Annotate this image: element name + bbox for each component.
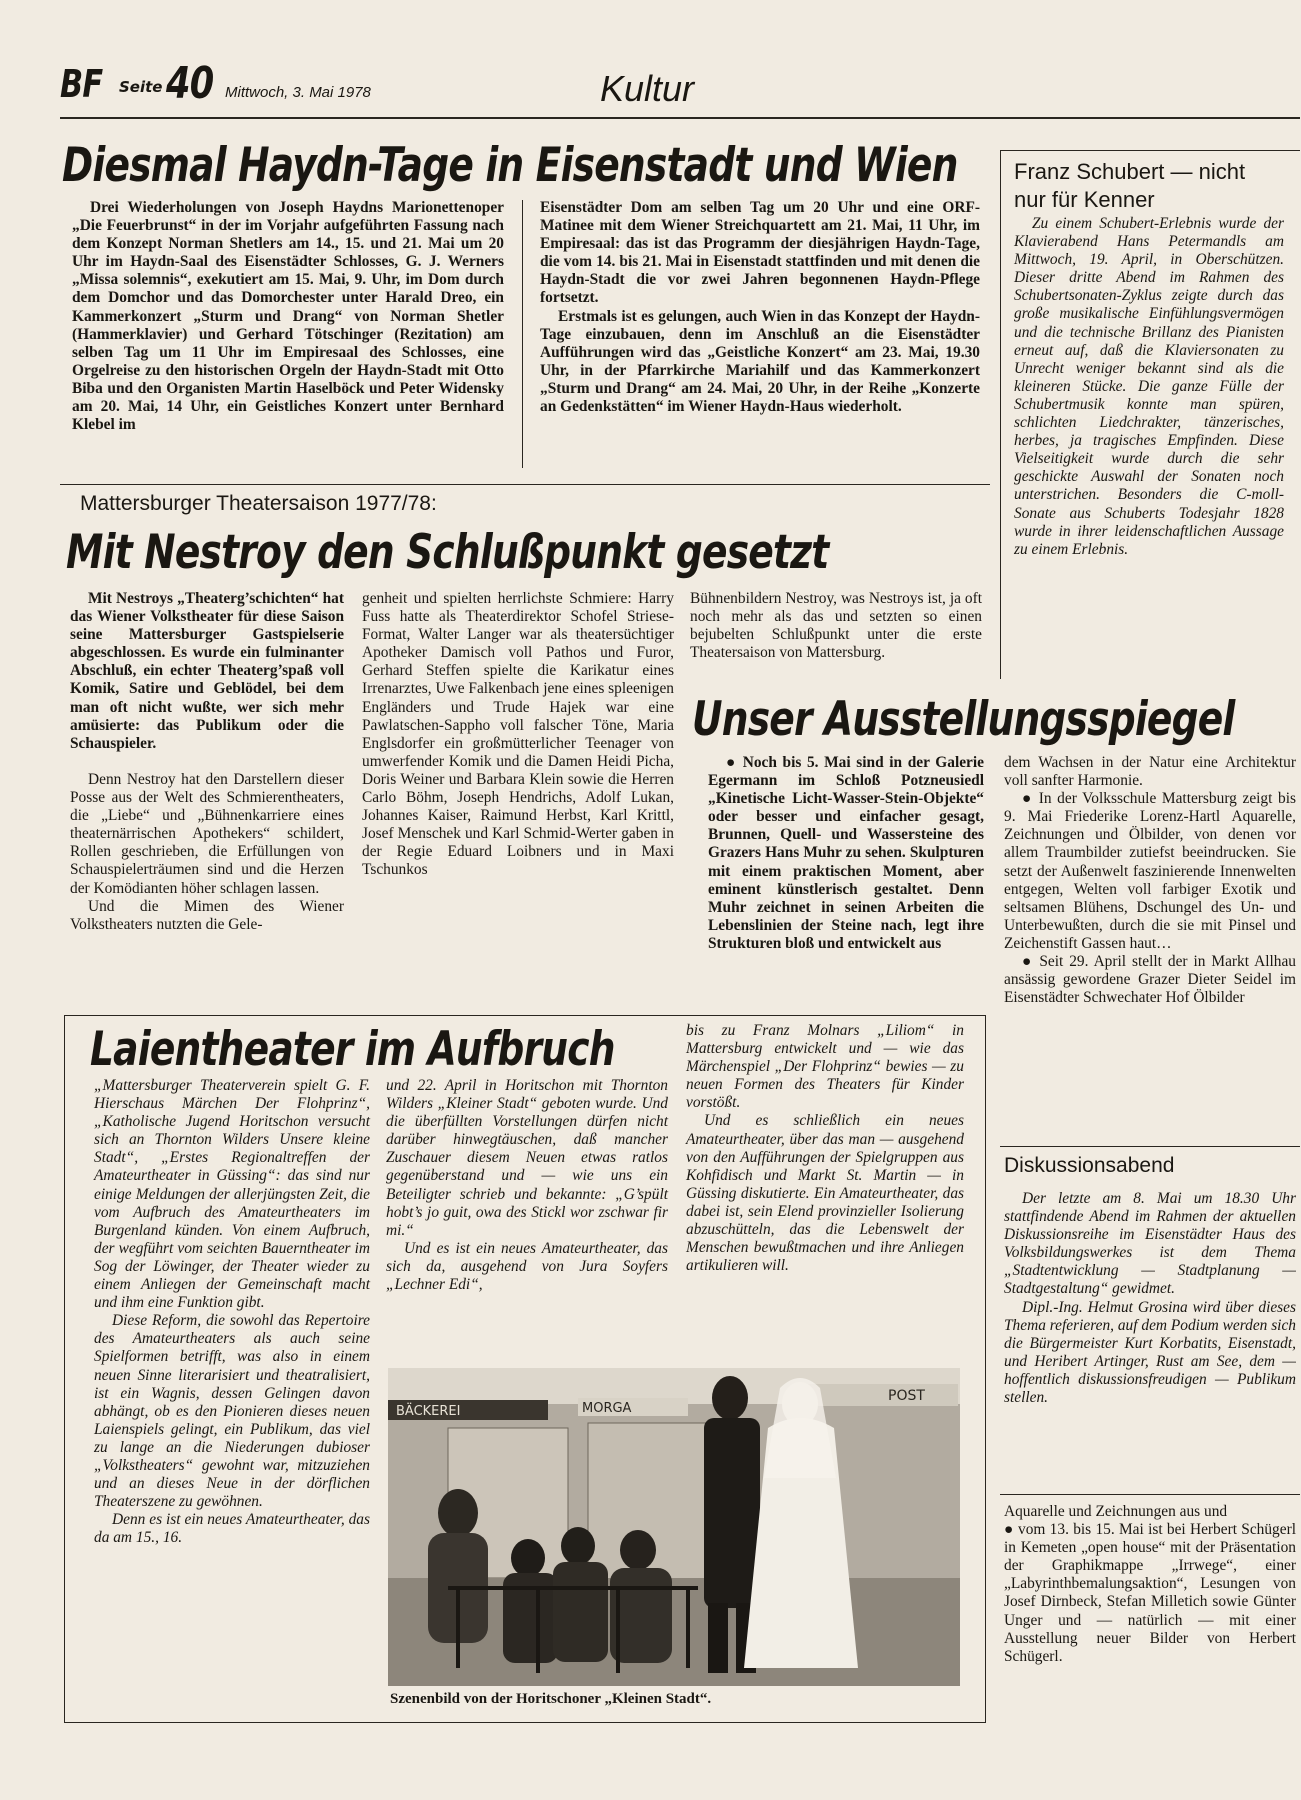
- haydn-headline: Diesmal Haydn-Tage in Eisenstadt und Wien: [62, 138, 958, 193]
- page-number: 40: [166, 58, 214, 109]
- haydn-col2-paragraph: Erstmals ist es gelungen, auch Wien in das Konzept der Haydn-Tage einzubauen, denn im Anschluß an die Eisenstädter Aufführungen wird das „Geistliche Konzert“ am 23. Mai, 19.30 Uhr, in der Pfarrkirche Mariahilf und das Kammerkonzert „Sturm und Drang“ am 24. Mai, 20 Uhr, in der Reihe „Konzerte an Gedenkstätten“ im Wiener Haydn-Haus wiederholt.: [540, 307, 980, 416]
- page-label: Seite: [119, 78, 163, 96]
- ausstellung-tail: [1004, 1503, 1296, 1666]
- nestroy-col1-paragraph: Mit Nestroys „Theaterg’schichten“ hat das Wiener Volkstheater für diese Saison seine Mattersburger Gastspielserie abgeschlossen. Es wurde ein fulminanter Abschluß, ein echter Theaterg’spaß voll Komik, Satire und Geblödel, bei dem man oft nicht wußte, wer sich mehr amüsierte: das Publikum oder die Schauspieler.: [70, 590, 344, 752]
- ausstellung-column-1: [708, 754, 984, 953]
- ausstellung-col2-paragraph: [1004, 790, 1296, 953]
- ausstellung-col1-paragraph: [708, 754, 984, 953]
- header-rule: [60, 117, 1300, 119]
- scene-photo: [388, 1368, 960, 1686]
- diskussion-text: [1004, 1190, 1296, 1407]
- laien-col1-paragraph: Denn es ist ein neues Amateurtheater, das da am 15., 16.: [94, 1511, 370, 1547]
- scene-photo-drawing: [388, 1368, 960, 1686]
- nestroy-column-1b: [70, 771, 344, 934]
- diskussion-paragraph: Dipl.-Ing. Helmut Grosina wird über dieses Thema referieren, auf dem Podium werden sich die Bürgermeister Kurt Korbatits, Eisenstadt, und Heribert Artinger, Rust am See, dem — hoffentlich diskussionsfreudigen — Publikum stellen.: [1004, 1298, 1296, 1407]
- section-title: Kultur: [600, 68, 695, 109]
- ausstellung-column-2: [1004, 754, 1296, 1007]
- laien-col1-paragraph: „Mattersburger Theaterverein spielt G. F. Hierschaus Märchen Der Flohprinz“, „Katholische Jugend Horitschon versucht sich an Thornton Wilders Unsere kleine Stadt“, „Erstes Regionaltreffen der Amateurtheater in Güssing“: das sind nur einige Meldungen der allerjüngsten Zeit, die vom Aufbruch des Amateurtheaters im Burgenland künden. Von einem Aufbruch, der wegführt vom seichten Bauerntheater im Sog der Löwinger, der Theater wieder zu einem Anliegen der Gemeinschaft macht und ihm eine Funktion gibt.: [94, 1077, 370, 1312]
- nestroy-headline: Mit Nestroy den Schlußpunkt gesetzt: [66, 525, 829, 580]
- nestroy-column-1: [70, 590, 344, 753]
- haydn-column-2: [540, 199, 980, 416]
- laien-column-1: [94, 1077, 370, 1547]
- nestroy-column-2: [362, 590, 674, 880]
- nestroy-kicker: Mattersburger Theatersaison 1977/78:: [80, 492, 437, 515]
- ausstellung-col2-text: Seit 29. April stellt der in Markt Allhau ansässig gewordene Grazer Dieter Seidel im Eisenstädter Schwechater Hof Ölbilder: [1004, 953, 1296, 1007]
- diskussion-top-rule: [1000, 1146, 1300, 1147]
- nestroy-col1-paragraph: Denn Nestroy hat den Darstellern dieser Posse aus der Welt des Schmierentheaters, die „Liebe“ und „Bühnenkarriere eines theaternärrischen Apothekers“ schildert, Rollen geschrieben, die Erfüllungen von Schauspielerträumen sind und die Herzen der Komödianten höher schlagen lassen.: [70, 771, 344, 897]
- photo-sign-post: POST: [888, 1388, 925, 1404]
- ausstellung-col2-paragraph: dem Wachsen in der Natur eine Architektur voll sanfter Harmonie.: [1004, 754, 1296, 790]
- laien-col3-paragraph: Und es schließlich ein neues Amateurtheater, über das man — ausgehend von den Aufführungen der Spielgruppen aus Kohfidisch und Markt St. Martin — in Güssing diskutierte. Ein Amateurtheater, das dabei ist, sein Elend provinzieller Isolierung abzuschütteln, das die Lebenswelt der Menschen bewußtmachen und ihre Anliegen artikulieren will.: [686, 1112, 964, 1275]
- schubert-title: Franz Schubert — nicht nur für Kenner: [1014, 159, 1246, 212]
- diskussion-title: Diskussionsabend: [1004, 1154, 1175, 1177]
- laien-col2-paragraph: und 22. April in Horitschon mit Thornton Wilders „Kleiner Stadt“ geboten wurde. Und die überfüllten Vorstellungen dürfen nicht darüber hinwegtäuschen, daß mancher Zuschauer diesem Neuen etwas ratlos gegenüberstand und — wie uns ein Beteiligter schrieb und bekannte: „G’spült hobt’s jo guit, owa des Stickl wor zschwar fir mi.“: [386, 1077, 668, 1239]
- laien-col1-paragraph: Diese Reform, die sowohl das Repertoire des Amateurtheaters als auch seine Spielformen betrifft, was also in einem neuen Sinne literarisiert und theatralisiert, ist ein Wagnis, dessen Gelingen davon abhängt, ob es den Pionieren dieses neuen Laienspiels gelingt, ein Publikum, das viel zu lange an die Niederungen dubioser „Volkstheaters“ gewohnt war, mitzuziehen und an dieses Neue in der dörflichen Theaterszene zu gewöhnen.: [94, 1312, 370, 1511]
- nestroy-col1-paragraph: Und die Mimen des Wiener Volkstheaters nutzten die Gele-: [70, 897, 344, 933]
- bullet-icon: ●: [1022, 790, 1039, 808]
- ausstellung-col2-paragraph: [1004, 953, 1296, 1007]
- bullet-icon: ●: [726, 754, 743, 771]
- haydn-column-rule: [522, 200, 523, 468]
- laien-col3-paragraph: bis zu Franz Molnars „Liliom“ in Mattersburg entwickelt und — wie das Märchenspiel „Der Flohprinz“ bewies — zu neuen Formen des Theaters für Kinder vorstößt.: [686, 1022, 964, 1112]
- schubert-text: [1014, 215, 1284, 559]
- ausstellung-col2-text: In der Volksschule Mattersburg zeigt bis 9. Mai Friederike Lorenz-Hartl Aquarelle, Zeichnungen und Ölbilder, von denen vor allem Traumbilder zutiefst beeindrucken. Sie setzt der Außenwelt faszinierende Innenwelten entgegen, Welten voll farbiger Exotik und seltsamen Blühens, Dschungel des Un- und Unterbewußten, durch die sie mit Pinsel und Zeichenstift Gassen haut…: [1004, 790, 1296, 952]
- bullet-icon: ●: [1004, 1521, 1019, 1539]
- ausstellung-tail-text: vom 13. bis 15. Mai ist bei Herbert Schügerl in Kemeten „open house“ mit der Präsentation der Graphikmappe „Irrwege“, einer „Labyrinthbemalungsaktion“, Lesungen von Josef Dirnbeck, Stefan Milletich sowie Günter Unger und — natürlich — mit einer Ausstellung neuer Bilder von Herbert Schügerl.: [1004, 1521, 1296, 1665]
- laien-column-2: [386, 1077, 668, 1294]
- laien-headline: Laientheater im Aufbruch: [90, 1022, 615, 1077]
- ausstellung-col1-text: Noch bis 5. Mai sind in der Galerie Egermann im Schloß Potzneusiedl „Kinetische Licht-Wasser-Stein-Objekte“ oder besser und einfacher gesagt, Brunnen, Quell- und Wassersteine des Grazers Hans Muhr zu sehen. Skulpturen mit einem praktischen Moment, aber eminent künstlerisch gestaltet. Denn Muhr zeichnet in seinen Arbeiten die Lebenslinien der Steine nach, legt ihre Strukturen bloß und entwickelt aus: [708, 754, 984, 952]
- issue-date: Mittwoch, 3. Mai 1978: [225, 84, 371, 101]
- nestroy-col2-paragraph: genheit und spielten herrlichste Schmiere: Harry Fuss hatte als Theaterdirektor Schofel Striese-Format, Walter Langer war als theatersüchtiger Apotheker Damisch voll Pathos und Furor, Gerhard Steffen spielte die Karikatur eines Irrenarztes, Uwe Falkenbach jene eines spleenigen Engländers und Trude Hajek war eine Pawlatschen-Sappho voll falscher Töne, Maria Englsdorfer ein großmütterlicher Teenager von umwerfender Komik und die Damen Heidi Picha, Doris Weiner und Barbara Klein sowie die Herren Carlo Böhm, Joseph Hendrichs, Adolf Lukan, Johannes Kaiser, Raimund Herbst, Karl Krittl, Josef Menschek und Karl Schmid-Werter gaben in der Regie Eduard Loibners und in Maxi Tschunkos: [362, 590, 674, 879]
- diskussion-bottom-rule: [1000, 1494, 1300, 1495]
- laien-column-3: [686, 1022, 964, 1275]
- nestroy-col3-paragraph: Bühnenbildern Nestroy, was Nestroys ist, ja oft noch mehr als das und setzten so einen bejubelten Schlußpunkt unter die erste Theatersaison von Mattersburg.: [690, 590, 982, 662]
- haydn-col2-paragraph: Eisenstädter Dom am selben Tag um 20 Uhr und eine ORF-Matinee mit dem Wiener Streichquartett am 21. Mai, 11 Uhr, im Empiresaal: das ist das Programm der diesjährigen Haydn-Tage, die vom 14. bis 21. Mai in Eisenstadt stattfinden und mit denen die Haydn-Stadt die vor zwei Jahren begonnenen Haydn-Pflege fortsetzt.: [540, 199, 980, 307]
- ausstellung-headline: Unser Ausstellungsspiegel: [692, 692, 1235, 747]
- diskussion-paragraph: Der letzte am 8. Mai um 18.30 Uhr stattfindende Abend im Rahmen der aktuellen Diskussionsreihe im Eisenstädter Haus des Volksbildungswerkes ist dem Thema „Stadtentwicklung — Stadtplanung — Stadtgestaltung“ gewidmet.: [1004, 1190, 1296, 1298]
- laien-col2-paragraph: Und es ist ein neues Amateurtheater, das sich da, ausgehend von Jura Soyfers „Lechner Edi“,: [386, 1239, 668, 1294]
- photo-caption: Szenenbild von der Horitschoner „Kleinen Stadt“.: [390, 1691, 712, 1707]
- schubert-paragraph: Zu einem Schubert-Erlebnis wurde der Klavierabend Hans Petermandls am Mittwoch, 19. April, in Oberschützen. Dieser dritte Abend im Rahmen des Schubertsonaten-Zyklus zeigte durch das große musikalische Einfühlungsvermögen und die technische Brillanz des Pianisten erneut auf, daß die Klaviersonaten zu Unrecht weniger bekannt sind als die kleineren Stücke. Die ganze Fülle der Schubertmusik konnte man spüren, schlichten Liedchrakter, tänzerisches, herbes, ja tragisches Empfinden. Diese Vielseitigkeit wurde durch die sehr geschickte Auswahl der Sonaten noch unterstrichen. Besonders die C-moll-Sonate aus Schuberts Todesjahr 1828 wurde in ihrer leidenschaftlichen Aussage zu einem Erlebnis.: [1014, 215, 1284, 558]
- ausstellung-tail-paragraph: Aquarelle und Zeichnungen aus und: [1004, 1503, 1228, 1520]
- haydn-column-1: [72, 199, 504, 434]
- haydn-col1-paragraph: Drei Wiederholungen von Joseph Haydns Marionettenoper „Die Feuerbrunst“ in der im Vorjahr aufgeführten Fassung nach dem Konzept Norman Shetlers am 14., 15. und 21. Mai um 20 Uhr im Haydn-Saal des Eisenstädter Schlosses, G. J. Werners „Missa solemnis“, exekutiert am 15. Mai, 9. Uhr, im Dom durch dem Domchor und das Domorchester unter Harald Dreo, ein Kammerkonzert „Sturm und Drang“ von Norman Shetler (Hammerklavier) und Gerhard Tötschinger (Rezitation) am selben Tag um 11 Uhr im Empiresaal des Schlosses, eine Orgelreise zu den historischen Orgeln der Haydn-Stadt mit Otto Biba und den Organisten Martin Haselböck und Peter Widensky am 20. Mai, 14 Uhr, ein Geistliches Konzert unter Bernhard Klebel im: [72, 199, 504, 434]
- photo-sign-baeckerei: BÄCKEREI: [396, 1404, 461, 1419]
- ausstellung-tail-paragraph: [1004, 1521, 1296, 1666]
- photo-sign-morgen: MORGA: [582, 1401, 632, 1416]
- nestroy-column-3: [690, 590, 982, 662]
- nestroy-kicker-rule: [60, 484, 990, 485]
- masthead-logo: BF: [60, 62, 103, 106]
- bullet-icon: ●: [1022, 953, 1040, 971]
